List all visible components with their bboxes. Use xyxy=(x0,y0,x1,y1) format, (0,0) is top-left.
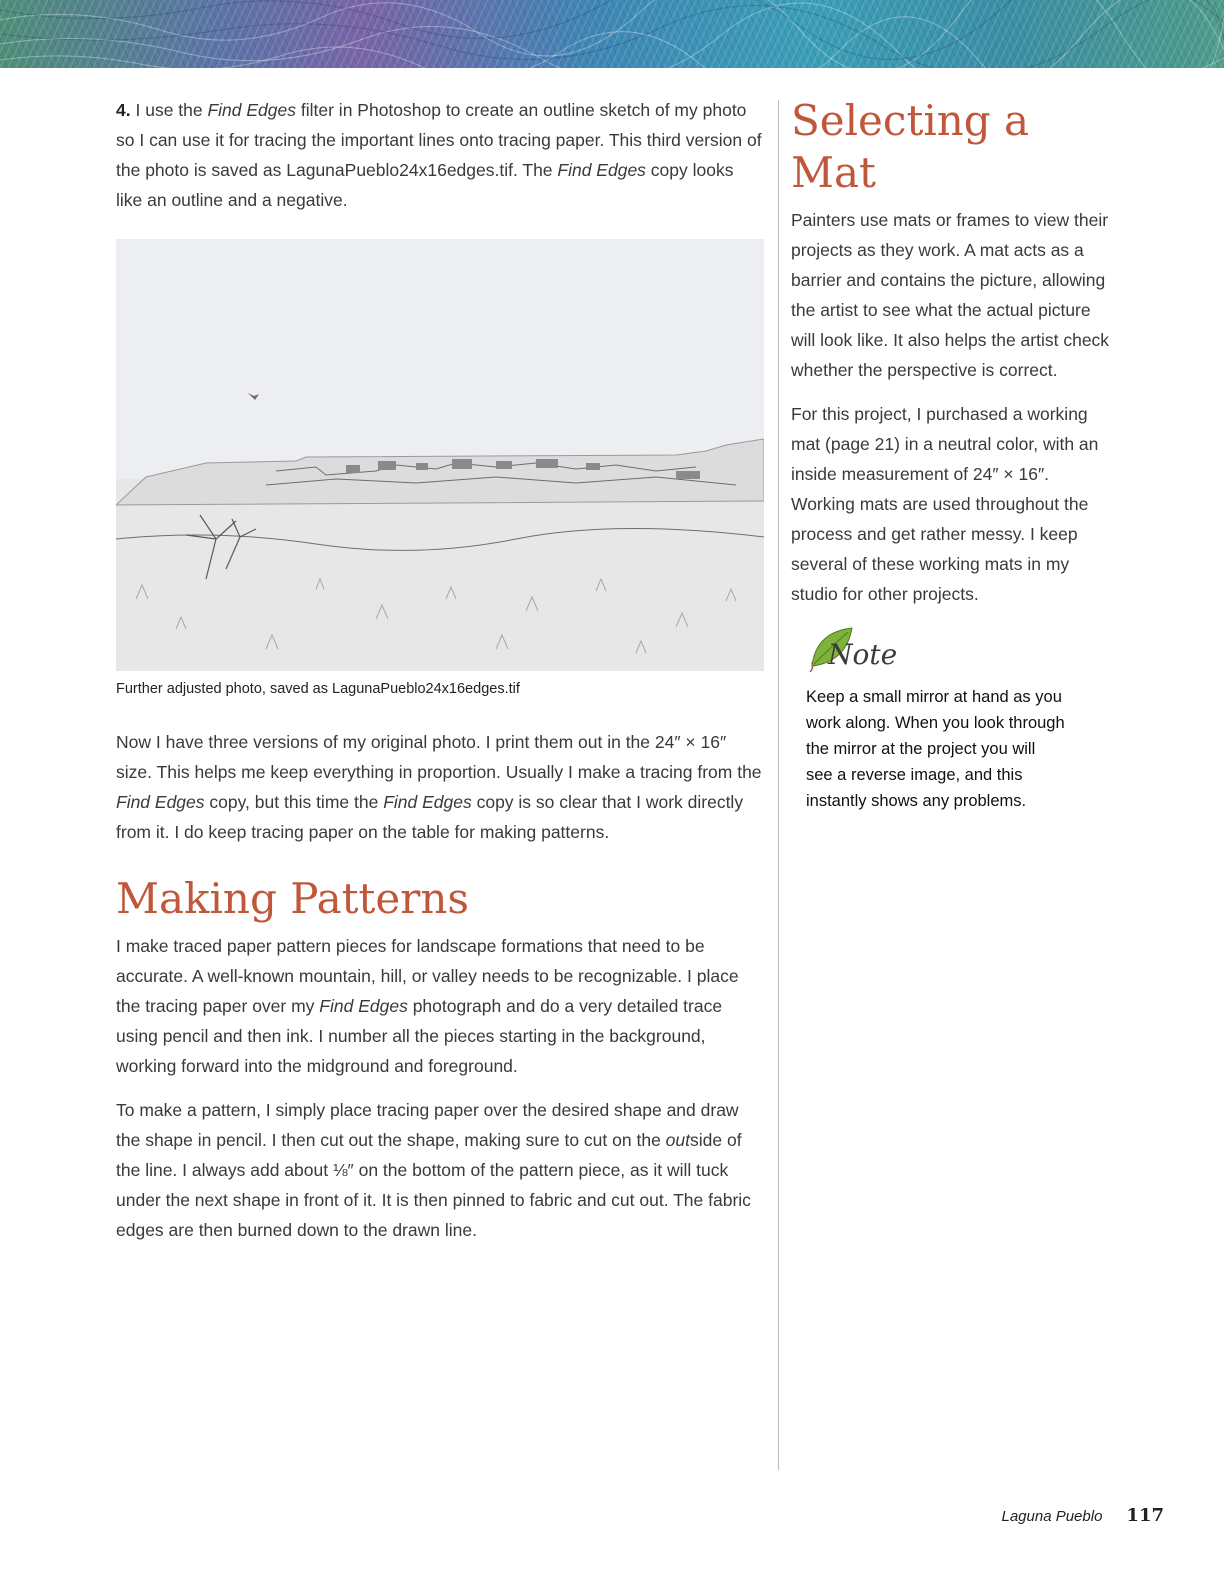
banner-texture xyxy=(0,0,1224,68)
versions-text-2: copy, but this time the xyxy=(204,792,384,812)
making-patterns-heading: Making Patterns xyxy=(116,874,469,923)
mp1-emph-1: Find Edges xyxy=(319,996,408,1016)
find-edges-photo xyxy=(116,239,764,671)
right-column xyxy=(791,95,1111,623)
selecting-mat-paragraph-1: Painters use mats or frames to view their projects as they work. A mat acts as a barrier and contains the picture, allowing the artist to see what the actual picture will look like. It also helps the artist check whether the perspective is correct. xyxy=(791,210,1110,380)
making-patterns-paragraph-2 xyxy=(116,1095,764,1245)
versions-text-3: copy is so clear that I work directly from it. I do keep tracing paper on the table for making patterns. xyxy=(116,792,744,842)
step-text-3: copy looks like an outline and a negative. xyxy=(116,160,734,210)
versions-emph-2: Find Edges xyxy=(383,792,472,812)
footer-section-title: Laguna Pueblo xyxy=(1001,1508,1103,1525)
figure-caption: Further adjusted photo, saved as LagunaPueblo24x16edges.tif xyxy=(116,681,520,697)
note-text: Keep a small mirror at hand as you work along. When you look through the mirror at the project you will see a reverse image, and this instantly shows any problems. xyxy=(806,688,1065,810)
page-number: 117 xyxy=(1126,1505,1164,1526)
column-rule xyxy=(778,100,779,1470)
step-emph-2: Find Edges xyxy=(557,160,646,180)
step-number: 4. xyxy=(116,100,131,120)
note-label: Note xyxy=(828,638,898,671)
left-column xyxy=(116,95,764,1259)
note-box xyxy=(806,622,1066,814)
note-header xyxy=(806,622,1066,678)
selecting-mat-paragraph-2: For this project, I purchased a working mat (page 21) in a neutral color, with an inside measurement of 24″ × 16″. Working mats are used throughout the process and get rather messy. I keep several of these working mats in my studio for other projects. xyxy=(791,404,1099,604)
versions-paragraph xyxy=(116,727,764,847)
making-patterns-paragraph-1 xyxy=(116,931,764,1081)
page-footer xyxy=(1001,1505,1164,1526)
step-emph-1: Find Edges xyxy=(207,100,297,120)
mp1-text-2: photograph and do a very detailed trace using pencil and then ink. I number all the pieces starting in the background, working forward into the midground and foreground. xyxy=(116,996,723,1076)
step-text-2: filter in Photoshop to create an outline sketch of my photo so I can use it for tracing the important lines onto tracing paper. This third version of the photo is saved as LagunaPueblo24x16edges.tif. The xyxy=(116,100,762,180)
versions-emph-1: Find Edges xyxy=(116,792,205,812)
step-text-1: I use the xyxy=(135,100,208,120)
mp2-text-2: side of the line. I always add about ⅛″ on the bottom of the pattern piece, as it will tuck under the next shape in front of it. It is then pinned to fabric and cut out. The fabric edges are then burned down to the drawn line. xyxy=(116,1130,751,1240)
selecting-mat-heading: Selecting a Mat xyxy=(791,96,1030,197)
mp1-text-1: I make traced paper pattern pieces for landscape formations that need to be accurate. A well-known mountain, hill, or valley needs to be recognizable. I place the tracing paper over my xyxy=(116,936,739,1016)
step-4-paragraph xyxy=(116,95,764,215)
mp2-text-1: To make a pattern, I simply place tracing paper over the desired shape and draw the shape in pencil. I then cut out the shape, making sure to cut on the xyxy=(116,1100,739,1150)
versions-text-1: Now I have three versions of my original photo. I print them out in the 24″ × 16″ size. This helps me keep everything in proportion. Usually I make a tracing from the xyxy=(116,732,762,782)
decorative-banner xyxy=(0,0,1224,68)
mp2-emph-1: out xyxy=(665,1130,690,1150)
